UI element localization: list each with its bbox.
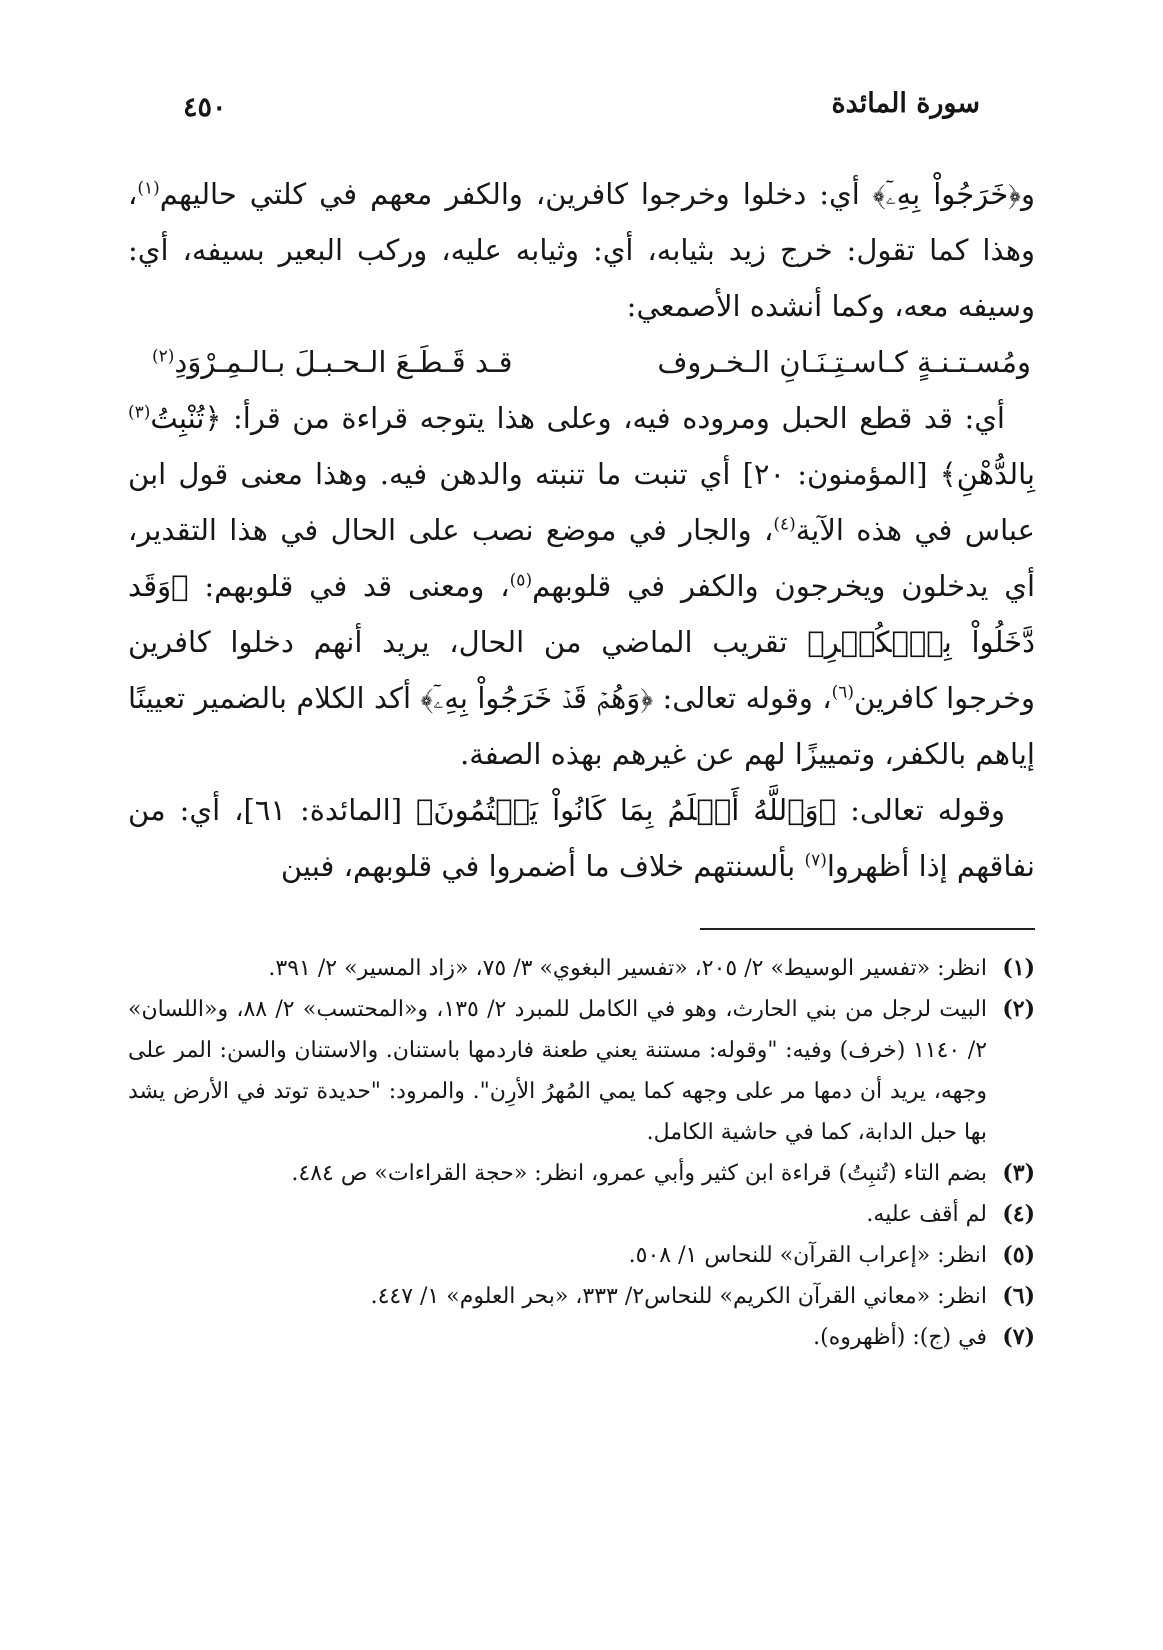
footnote-text: انظر: «تفسير الوسيط» ٢/ ٢٠٥، «تفسير البغوي» ٣/ ٧٥، «زاد المسير» ٢/ ٣٩١. [268,956,987,981]
footnote-number: (٢) [1002,996,1035,1022]
paragraph-3 [128,782,1035,894]
footnote-item [128,1153,1035,1194]
footnote-number: (٧) [1002,1324,1035,1350]
footnote-item [128,989,1035,1153]
text-span: قـد قَـطَـعَ الـحـبـلَ بـالـمِـرْوَدِ [174,345,513,379]
footnote-item [128,1317,1035,1358]
text-span: وقوله تعالى: [836,793,1005,827]
footnote-ref[interactable]: (٢) [152,346,175,367]
quran-quote: ﴿وَٱللَّهُ أَعۡلَمُ بِمَا كَانُواْ يَكۡتُمُونَ﴾ [416,793,837,827]
text-span: أي: دخلوا وخرجوا كافرين، والكفر معهم في كلتي حاليهم [159,177,873,211]
verse-second-hemistich [152,334,512,390]
main-text [128,166,1035,894]
quran-quote: ﴿وَهُمۡ قَدۡ خَرَجُواْ بِهِۦٓ﴾ [420,681,654,715]
text-span: أكد الكلام بالضمير تعيينًا إياهم بالكفر، وتمييزًا لهم عن غيرهم بهذه الصفة. [128,681,1035,771]
text-span: أي: قد قطع الحبل ومروده فيه، وعلى هذا يتوجه قراءة من قرأ: [221,401,1005,435]
footnote-item [128,948,1035,989]
paragraph-2 [128,390,1035,782]
page-number: ٤٥٠ [183,92,227,123]
footnote-number: (٥) [1002,1242,1035,1268]
text-span: و [1020,177,1035,211]
text-span: [المائدة: ٦١]، أي: من نفاقهم إذا أظهروا [128,793,1035,883]
paragraph-1 [128,166,1035,334]
footnote-number: (٤) [1002,1201,1035,1227]
footnote-number: (٣) [1002,1160,1035,1186]
text-span: ، وقوله تعالى: [653,681,832,715]
quran-quote: ﴿وَقَد دَّخَلُواْ بِٱلۡكُفۡرِ﴾ [128,569,1036,659]
text-span: ، وهذا كما تقول: خرج زيد بثيابه، أي: وثيابه عليه، وركب البعير بسيفه، أي: وسيفه معه، وكما أنشده الأصمعي: [128,177,1035,323]
footnote-ref[interactable]: (٣) [128,402,151,423]
quran-quote: بِالدُّهْنِ﴾ [939,457,1035,491]
text-span: بألسنتهم خلاف ما أضمروا في قلوبهم، فبين [280,849,805,883]
footnotes [128,948,1035,1358]
footnote-ref[interactable]: (٦) [831,682,855,703]
quran-quote: ﴿خَرَجُواْ بِهِۦٓ﴾ [872,177,1021,211]
footnote-text: لم أقف عليه. [866,1202,987,1227]
text-span: ، والجار في موضع نصب على الحال في هذا التقدير، أي يدخلون ويخرجون والكفر في قلوبهم [128,513,1035,603]
footnote-text: في (ج): (أظهروه). [813,1325,987,1350]
text-span: ، ومعنى قد في قلوبهم: [188,569,510,603]
text-span: [المؤمنون: ٢٠] أي تنبت ما تنبته والدهن فيه. وهذا معنى قول ابن عباس في هذه الآية [128,457,1035,547]
running-header [128,78,1035,136]
footnote-ref[interactable]: (٥) [509,570,533,591]
quran-quote: ﴿تُنْبِتُ [150,401,222,435]
footnote-text: بضم التاء (تُنبِتُ) قراءة ابن كثير وأبي عمرو، انظر: «حجة القراءات» ص ٤٨٤. [291,1161,987,1186]
footnote-number: (٦) [1002,1283,1035,1309]
footnote-ref[interactable]: (٤) [773,514,796,535]
footnote-text: انظر: «إعراب القرآن» للنحاس ١/ ٥٠٨. [628,1243,987,1268]
poetry-verse [128,334,1035,390]
surah-title: سورة المائدة [831,88,980,119]
footnote-item [128,1276,1035,1317]
footnote-separator [700,928,1035,930]
footnote-text: البيت لرجل من بني الحارث، وهو في الكامل للمبرد ٢/ ١٣٥، و«المحتسب» ٢/ ٨٨، و«اللسان» ٢/ ١١٤٠ (خرف) وفيه: "وقوله: مستنة يعني طعنة فاردمها باستنان. والاستنان والسن: المر على وجهه، يريد أن دمها مر على وجهه كما يمي المُهرُ الأرِن". والمرود: "حديدة توتد في الأرض يشد بها حبل الدابة، كما في حاشية الكامل. [128,997,988,1145]
footnote-ref[interactable]: (١) [137,178,160,199]
text-span: تقريب الماضي من الحال، يريد أنهم دخلوا كافرين وخرجوا كافرين [128,625,1035,715]
footnote-number: (١) [1002,955,1035,981]
footnote-item [128,1235,1035,1276]
verse-first-hemistich: ومُسـتـنـةٍ كـاسـتِـنَـانِ الـخـروف [657,345,1031,379]
footnote-item [128,1194,1035,1235]
footnote-text: انظر: «معاني القرآن الكريم» للنحاس٢/ ٣٣٣، «بحر العلوم» ١/ ٤٤٧. [370,1284,987,1309]
footnote-ref[interactable]: (٧) [804,850,827,871]
